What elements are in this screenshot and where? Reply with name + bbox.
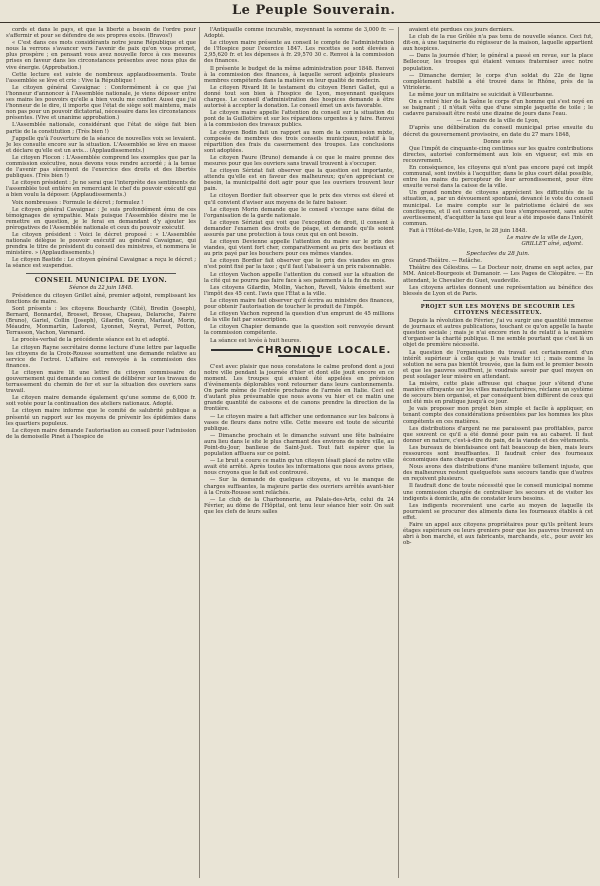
column-2 [204,27,394,878]
assembly-report [6,27,196,270]
mayor-signature-title: Le maire de la ville de Lyon, [506,235,583,241]
article-paragraph: La séance est levée à huit heures. [210,337,302,344]
article-paragraph: Le citoyen maire fait observer qu'il écrira au ministre des finances, pour obtenir l'autorisation de toucher le produit de l'impôt. [204,297,394,311]
article-paragraph: C'est avec plaisir que nous constatons le calme profond dont a joui notre ville pendant la journée d'hier et dont elle jouit encore en ce moment. Les troupes qui avaient été appelées en prévision d'événements déplorables vont retourner dans leurs cantonnements. On parle même de l'entrée prochaine de l'armée en Italie. Ceci est d'autant plus présumable que nous avons vu hier et ce matin une grande quantité de caissons et de canons prendre la direction de la frontière. [204,363,394,413]
article-paragraph: Les indigents recevraient une carte au moyen de laquelle ils pourraient se procurer des aliments dans les fourneaux établis à cet effet. [403,502,593,521]
article-paragraph: Le citoyen Sériziat fait observer que la question est importante, attendu qu'elle est en faveur des malheureux; qu'en appréciant ce besoin, la municipalité doit agir pour que les ouvriers trouvent leur pain. [204,168,394,193]
session-date: Séance du 22 juin 1848. [69,284,133,291]
article-paragraph: Le citoyen Vachon reprend la question d'un emprunt de 45 millions de la ville fait par souscription. [204,311,394,324]
section-rule [26,273,176,274]
article-paragraph: Le citoyen Rayne secrétaire donne lecture d'une lettre par laquelle les citoyens de la Croix-Rousse soumettent une demande relative au service de l'octroi. L'affaire est renvoyée à la commission des finances. [6,344,196,369]
article-paragraph: Le citoyen Bordier fait observer que le prix des vivres est élevé et qu'il convient d'aviser aux moyens de le faire baisser. [204,193,394,206]
article-paragraph: Les bureaux de bienfaisance ont fait beaucoup de bien, mais leurs ressources sont insuffisantes. Il faudrait créer des fourneaux économiques dans chaque quartier. [403,444,593,464]
article-paragraph: Le citoyen maire demande également qu'une somme de 6,000 fr. soit votée pour la continuation des ateliers nationaux. Adopté. [6,395,196,408]
section-heading-projet: PROJET SUR LES MOYENS DE SECOURIR LES CITOYENS NÉCESSITEUX. [420,303,576,316]
theatre-listings [403,258,593,297]
article-paragraph: cords et dans le pays, et que la liberté a besoin de l'ordre pour s'affermir et pour se défendre de ses propres excès. (Bravos!) [6,27,196,40]
article-paragraph: Fait à l'Hôtel-de-Ville, Lyon, le 28 juin 1848. [409,227,528,234]
article-paragraph: Le citoyen président : Je ne serai que l'interprète des sentiments de l'assemblée tout entière en remerciant le chef du pouvoir exécutif qui a bien voulu la déposer. (Applaudissements.) [6,180,196,199]
theatre-line: Les citoyens artistes donnent une représentation au bénéfice des blessés de Lyon et de Paris. [403,284,593,297]
article-paragraph: Nous avons des distributions d'une manière tellement injuste, que des malheureux restent quelquefois sans secours tandis que d'autres en reçoivent plusieurs. [403,464,593,483]
article-paragraph: Le club de la rue Grôlée n'a pas tenu de nouvelle séance. Ceci fut, dit-on, à une taquinerie du régisseur de la maison, laquelle appartient aux hospices. [403,34,593,53]
column-1 [6,27,196,878]
article-paragraph: Un grand nombre de citoyens apprécient les difficultés de la situation, a, par un dévouement spontané, devancé le vote du conseil municipal. Le maire compte sur le patriotisme éclairé de ses concitoyens, et il est convaincu que tous s'empresseront, sans autre avertissement, d'acquitter la taxe qui leur a été imposée dans l'intérêt commun. [403,190,593,227]
article-paragraph: Le citoyen Faure (Bruno) demande à ce que le maire prenne des mesures pour que les ouvriers sans travail trouvent à s'occuper. [204,154,394,167]
masthead [0,0,600,23]
theatre-line: Grand-Théâtre. — Relâche. [409,258,482,265]
local-chronicle-continued [403,27,593,234]
article-paragraph: — Dimanche dernier, le corps d'un soldat du 22e de ligne complètement habillé a été trouvé dans le Rhône, près de la Vitriolerie. [403,72,593,91]
article-paragraph: Voix nombreuses : Formule le décret ; formulez ! [12,199,144,206]
article-paragraph: Le citoyen maire demande l'autorisation au conseil pour l'admission de la demoiselle Pinet à l'hospice de [6,427,196,440]
article-paragraph: Le procès-verbal de la précédente séance est lu et adopté. [12,337,170,344]
article-paragraph: — Dans la journée d'hier, le général a passé en revue, sur la place Bellecour, les troupes qui étaient venues fraterniser avec notre population. [403,53,593,72]
article-paragraph: avaient été perdues ces jours derniers. [409,27,514,33]
section-heading-chronique [204,344,394,360]
article-paragraph: Le citoyen Bordier fait observer que le prix des viandes en gros n'est point fixé par la taxe ; qu'il faut l'abaisser à un prix raisonnable. [204,258,394,271]
article-paragraph: Le même jour un militaire se suicidait à Villeurbanne. [409,91,554,98]
article-paragraph: Le citoyen général Cavaignac : Je suis profondément ému de ces témoignages de sympathie. Mais puisque l'Assemblée désire me le remettre en question, je le ferai en demandant d'y ajouter les prérogatives de l'Assemblée nationale et ceux du pouvoir exécutif. [6,206,196,231]
article-paragraph: Le citoyen maire présente au conseil le compte de l'administration de l'Hospice pour l'exercice 1847. Les recettes se sont élevées à 2,95,620 fr. et les dépenses à fr. 29,570 30 c. Renvoi à la commission des finances. [204,40,394,65]
article-paragraph: Le citoyen maire appelle l'attention du conseil sur la situation du pont de la Guillotière et sur les réparations urgentes à y faire. Renvoi à la commission des travaux publics. [204,110,394,129]
column-divider [199,27,200,878]
article-paragraph: Le citoyen général Cavaignac : Conformément à ce que j'ai l'honneur d'annoncer à l'Assemblée nationale, je viens déposer entre ses mains les pouvoirs qu'elle a bien voulu me confier. Aussi que j'ai l'honneur de le dire, il importe que l'état de siège soit maintenu, mais non pas pour un pouvoir dictatorial, nécessaire dans les circonstances présentes. (Vive et unanime approbation.) [6,84,196,122]
article-paragraph: — Le club de la Charbonnerie, au Palais-des-Arts, celui du 24 Février, au dôme de l'Hôpital, ont tenu leur séance hier soir. On sait que les clefs de leurs salles [204,496,394,515]
article-paragraph: Les distributions d'argent ne me paraissent pas profitables, parce que souvent ce qu'il a été donné pour pain va au cabaret. Il faut donner en nature, c'est-à-dire du pain, de la viande et des vêtements. [403,425,593,444]
article-paragraph: Il faudrait donc de toute nécessité que le conseil municipal nomme une commission chargée de centraliser les secours et de visiter les indigents à domicile, afin de constater leurs besoins. [403,483,593,502]
article-paragraph: L'Assemblée nationale, considérant que l'état de siège fait bien partie de la constitution ; (Très bien !) [6,122,196,135]
mayor-signature-name: GRILLET aîné, adjoint. [521,241,583,248]
article-paragraph: Le citoyen Flocon : L'Assemblée comprend les exemples que par la commission exécutive, nous devons vous rendre accordé ; à la tenue de l'avenir pas sûrement de l'exercice des droits et des libertés publiques. (Très bien !) [6,154,196,180]
article-paragraph: — Le citoyen maire a fait afficher une ordonnance sur les balcons à vases de fleurs dans notre ville. Cette mesure est toute de sécurité publique. [204,413,394,432]
article-paragraph: l'Antiquaille comme incurable, moyennant la somme de 3,000 fr. — Adopté. [204,27,394,40]
article-paragraph: Donne avis [483,138,513,145]
article-paragraph: Le citoyen Vachon appelle l'attention du conseil sur la situation de la cité qui ne pourra pas faire face à ses paiements à la fin du mois. [204,271,394,284]
article-paragraph: La question de l'organisation du travail est certainement d'un intérêt supérieur à celle que je vais traiter ici ; mais comme la solution ne sera pas bientôt trouvée, que la faim est le premier besoin et que les pauvres souffrent, je voudrais savoir par quel moyen on peut soulager leur misère en attendant. [403,349,593,380]
article-paragraph: — Le maire de la ville de Lyon, [456,118,540,125]
article-paragraph: Présidence du citoyen Grillet aîné, premier adjoint, remplissant les fonctions de maire. [6,292,196,305]
council-report [6,293,196,440]
article-paragraph: Sont présents : les citoyens Bouchardy (Cité), Bredin (Joseph), Bernard, Bonnardel, Brosset, Brosse, Chapeau, Delaroche, Faivre (Bruno), Gariel, Collin (Joseph), Gilardin, Gonin, Marlaud, Morin, Méaudre, Monmartin, Laforest, Lyonnet, Neyrat, Perret, Potton, Terrasson, Vachon, Varenard. [6,305,196,337]
article-paragraph: Les citoyens Gilardin, Mollin, Vachon, Revell, Valois émettent sur l'impôt des 45 cent. l'avis que l'État a la ville. [204,284,394,297]
chronique-title-text: CHRONIQUE LOCALE. [256,344,392,356]
article-paragraph: Le citoyen maire informe que le comité de salubrité publique a présenté un rapport sur les moyens de prévenir les épidémies dans les quartiers populeux. [6,408,196,427]
projet-article [403,318,593,546]
newspaper-title: Le Peuple Souverain. [232,3,396,18]
article-paragraph: Le citoyen maire lit une lettre du citoyen commissaire du gouvernement qui demande au conseil de délibérer sur les travaux de terrassement du chemin de fer et sur la situation des ouvriers sans travail. [6,369,196,395]
theatre-line: Théâtre des Célestins. — Le Docteur noir, drame en sept actes, par MM. Anicet-Bourgeois et Dumanoir. — Les Pages de Cléopâtre. — En attendant, le Chevalier du Guet, vaudeville. [403,265,593,284]
article-paragraph: D'après une délibération du conseil municipal prise ensuite du décret du gouvernement provisoire, en date du 27 mars 1848, [403,125,593,138]
article-paragraph: Faire un appel aux citoyens propriétaires pour qu'ils prêtent leurs étages supérieurs ou leurs greniers pour que les pauvres trouvent un abri à bon marché, et aux fabricants, marchands, etc., pour avoir les ob- [403,522,593,547]
spectacles-heading: Spectacles du 28 Juin. [466,251,530,258]
article-paragraph: Le citoyen Devienne appelle l'attention du maire sur le prix des viandes, qui vient fort cher, comparativement au prix des bestiaux et au prix payé par les bouchers pour ces mêmes viandes. [204,239,394,258]
article-paragraph: Le citoyen Chapier demande que la question soit renvoyée devant la commission compétente. [204,324,394,337]
article-paragraph: La misère, cette plaie affreuse qui chaque jour s'étend d'une manière effrayante sur les villes manufacturières, réclame un système de secours bien organisé, et par conséquent bien différent de ceux qui ont été mis en pratique jusqu'à ce jour. [403,380,593,406]
article-paragraph: Depuis la révolution de Février, j'ai vu surgir une quantité immense de journaux et autres publications, touchant ce qu'on appelle la haute question sociale ; mais je n'ai encore rien lu de relatif à la manière d'organiser la charité publique. Il me semble pourtant que c'est là un objet de première nécessité. [403,318,593,349]
ornament-rule [278,355,320,357]
article-paragraph: Que l'impôt de cinquante-cinq centimes sur les quatre contributions directes, autorisé conformément aux lois en vigueur, est mis en recouvrement. [403,145,593,164]
article-paragraph: Le citoyen Sériziat qui voit que l'exception de droit, il consent à demander l'examen des droits de péage, et demande qu'ils soient assurés par une protection à tous ceux qui en ont besoin. [204,219,394,238]
section-heading-conseil: CONSEIL MUNICIPAL DE LYON. [34,275,168,284]
article-paragraph: Le citoyen Morin demande que le conseil s'occupe sans délai de l'organisation de la garde nationale. [204,206,394,219]
article-paragraph: « C'est dans ces mots considérants notre jeune République et que nous la verrons s'avancer vers l'avenir de paix qu'on vous promet, plus prospère ; en pensant vous avez nouvelle force à ces mesures prises en faveur dans les circonstances présentes avec nous plus de vive énergie. (Approbation.) [6,40,196,71]
article-paragraph: En conséquence, les citoyens qui n'ont pas encore payé cet impôt communal, sont invités à l'acquitter, dans le plus court délai possible, entre les mains du percepteur de leur arrondissement, pour être ensuite versé dans la caisse de la ville. [403,164,593,190]
article-paragraph: — Sur la demande de quelques citoyens, et vu le manque de charges suffisantes, la majeure partie des ouvriers arrêtés avant-hier à la Croix-Rousse sont relâchés. [204,477,394,496]
article-paragraph: J'appelle qu'à l'ouverture de la séance de nouvelles voix se levaient. Je les consulte encore sur la situation. L'Assemblée se lève en masse et déclare qu'elle est un avis... (Applaudissements.) [6,135,196,154]
article-paragraph: Cette lecture est suivie de nombreux applaudissements. Toute l'assemblée se lève et crie : Vive la République ! [6,71,196,84]
article-paragraph: Le citoyen Bastide : Le citoyen général Cavaignac a reçu le décret ; la séance est suspendue. [6,257,196,270]
article-paragraph: Le citoyen Bodin fait un rapport au nom de la commission mixte, composée de membres des trois conseils municipaux, relatif à la répartition des frais du casernement des troupes. Les conclusions sont adoptées. [204,129,394,154]
ornament-rule [211,349,253,351]
article-paragraph: On a retiré hier de la Saône le corps d'un homme qui s'est noyé en se baignant ; il n'était vêtu que d'une simple jaquette de toile ; le cadavre paraissait être resté une dizaine de jours dans l'eau. [403,99,593,118]
section-rule [423,300,573,301]
article-paragraph: — Le bruit a couru ce matin qu'un citoyen lésait placé de notre ville avait été arrêté. Après toutes les informations que nous avons prises, nous croyons que le fait est controuvé. [204,458,394,477]
article-paragraph: — Dimanche prochain et le dimanche suivant une fête balnéaire aura lieu dans le site le plus charmant des environs de notre ville, au Point-du-Jour, banlieue de Saint-Just. Tout fait espérer que la population affluera sur ce point. [204,432,394,458]
council-report-continued [204,27,394,344]
article-paragraph: Il présente le budget de la même administration pour 1848. Renvoi à la commission des finances, à laquelle seront adjoints plusieurs membres compétents dans la matière en leur qualité de médecin. [204,65,394,84]
column-3 [403,27,593,878]
local-chronicle [204,364,394,515]
article-paragraph: Le citoyen président : Voici le décret proposé : « L'Assemblée nationale délègue le pouvoir exécutif au général Cavaignac, qui prendra le titre de président du conseil des ministres, et nommera le ministère. » (Applaudissements.) [6,232,196,257]
column-divider [398,27,399,878]
article-paragraph: Le citoyen Rivard lit le testament du citoyen Henri Gallet, qui a donné tout son bien à l'hospice de Lyon, moyennant quelques charges. Le conseil d'administration des hospices demande à être autorisé à accepter la donation. Le conseil émet un avis favorable. [204,84,394,110]
article-paragraph: Je vais proposer mon projet bien simple et facile à appliquer, en tenant compte des considérations présentées par les hommes les plus compétents en ces matières. [403,406,593,425]
